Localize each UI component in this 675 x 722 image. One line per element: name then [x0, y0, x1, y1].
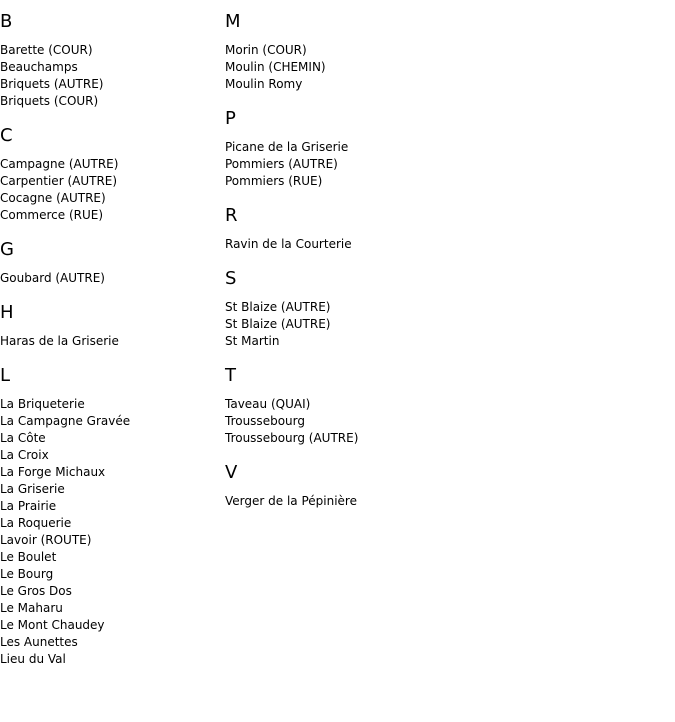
street-item: Le Bourg	[0, 567, 54, 581]
letter-group-r	[225, 206, 525, 253]
street-item: Briquets (AUTRE)	[0, 77, 104, 91]
street-item: Haras de la Griserie	[0, 334, 119, 348]
letter-group-s	[225, 269, 525, 350]
street-item: Ravin de la Courterie	[225, 237, 352, 251]
street-item: Campagne (AUTRE)	[0, 157, 119, 171]
street-item: St Blaize (AUTRE)	[225, 300, 331, 314]
street-item: Taveau (QUAI)	[225, 397, 311, 411]
street-list	[225, 396, 525, 447]
street-item: Le Boulet	[0, 550, 57, 564]
street-list	[225, 236, 525, 253]
letter-group-g	[0, 240, 225, 287]
letter-group-h	[0, 303, 225, 350]
letter-heading: H	[0, 302, 14, 323]
street-item: St Blaize (AUTRE)	[225, 317, 331, 331]
letter-heading: C	[0, 125, 13, 146]
street-item: La Griserie	[0, 482, 65, 496]
street-item: La Côte	[0, 431, 46, 445]
letter-heading: P	[225, 108, 236, 129]
street-list	[225, 139, 525, 190]
street-item: Pommiers (RUE)	[225, 174, 323, 188]
letter-group-m	[225, 12, 525, 93]
right-column	[225, 0, 525, 526]
letter-heading: M	[225, 11, 241, 32]
street-list	[0, 333, 225, 350]
street-item: La Forge Michaux	[0, 465, 106, 479]
street-item: Briquets (COUR)	[0, 94, 99, 108]
left-column	[0, 0, 225, 684]
street-item: Pommiers (AUTRE)	[225, 157, 338, 171]
street-item: Le Gros Dos	[0, 584, 72, 598]
street-item: Troussebourg (AUTRE)	[225, 431, 359, 445]
street-item: Cocagne (AUTRE)	[0, 191, 106, 205]
street-item: La Prairie	[0, 499, 57, 513]
letter-group-b	[0, 12, 225, 110]
street-item: La Campagne Gravée	[0, 414, 131, 428]
street-item: Moulin Romy	[225, 77, 303, 91]
letter-heading: G	[0, 239, 14, 260]
street-item: Le Maharu	[0, 601, 63, 615]
letter-group-c	[0, 126, 225, 224]
street-item: Lieu du Val	[0, 652, 66, 666]
street-item: Goubard (AUTRE)	[0, 271, 105, 285]
letter-heading: T	[225, 365, 236, 386]
letter-heading: L	[0, 365, 11, 386]
street-item: La Briqueterie	[0, 397, 85, 411]
street-item: Troussebourg	[225, 414, 305, 428]
street-item: Morin (COUR)	[225, 43, 307, 57]
street-list	[225, 42, 525, 93]
street-list	[0, 270, 225, 287]
letter-heading: R	[225, 205, 238, 226]
letter-group-t	[225, 366, 525, 447]
street-item: Le Mont Chaudey	[0, 618, 105, 632]
letter-group-v	[225, 463, 525, 510]
street-list	[0, 396, 225, 668]
street-list	[225, 493, 525, 510]
street-item: Commerce (RUE)	[0, 208, 104, 222]
street-item: Barette (COUR)	[0, 43, 93, 57]
street-item: La Croix	[0, 448, 49, 462]
street-list	[225, 299, 525, 350]
street-item: St Martin	[225, 334, 280, 348]
street-item: Picane de la Griserie	[225, 140, 349, 154]
street-item: Carpentier (AUTRE)	[0, 174, 118, 188]
street-item: Beauchamps	[0, 60, 78, 74]
letter-group-l	[0, 366, 225, 668]
letter-group-p	[225, 109, 525, 190]
street-list	[0, 42, 225, 110]
street-item: Moulin (CHEMIN)	[225, 60, 326, 74]
street-item: Verger de la Pépinière	[225, 494, 357, 508]
street-item: Les Aunettes	[0, 635, 78, 649]
letter-heading: B	[0, 11, 13, 32]
street-list	[0, 156, 225, 224]
letter-heading: V	[225, 462, 238, 483]
letter-heading: S	[225, 268, 237, 289]
street-item: La Roquerie	[0, 516, 72, 530]
street-item: Lavoir (ROUTE)	[0, 533, 92, 547]
